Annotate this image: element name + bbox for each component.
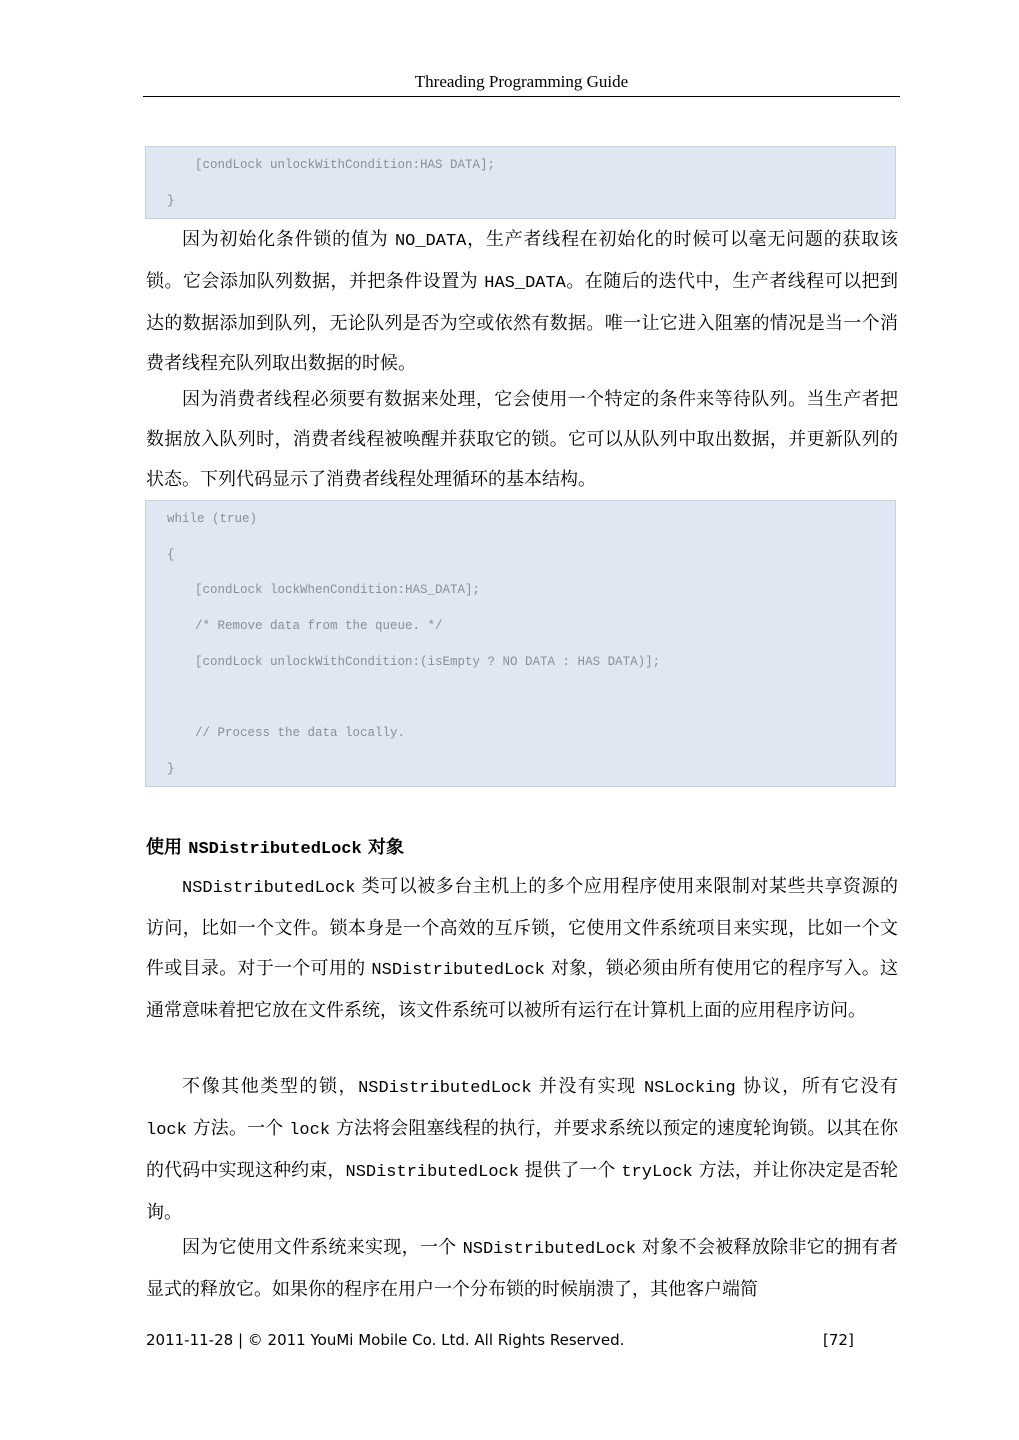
text-span: 不像其他类型的锁，: [182, 1076, 359, 1097]
text-span: ，生产者线程在初始化的时候可以毫无问题的获取该锁。它会添加队列数据，并把条件设置为: [146, 229, 898, 292]
text-span: 因为它使用文件系统来实现，一个: [182, 1237, 463, 1258]
text-span: 方法。一个: [186, 1118, 290, 1139]
text-span: 协议，所有它没有: [735, 1076, 899, 1097]
paragraph-3: [146, 867, 898, 1031]
text-span: 因为初始化条件锁的值为: [182, 229, 395, 250]
text-span: 。在随后的迭代中，生产者线程可以把到达的数据添加到队列，无论队列是否为空或依然有数据。唯一让它进入阻塞的情况是当一个消费者线程充队列取出数据的时候。: [146, 271, 898, 374]
inline-code: NSDistributedLock: [182, 879, 356, 898]
inline-code: tryLock: [621, 1163, 693, 1182]
code-line: // Process the data locally.: [195, 726, 406, 740]
section-heading: [146, 833, 404, 859]
text-span: 方法将会阻塞线程的执行，并要求系统以预定的速度轮询锁。以其在你的代码中实现这种约束，: [146, 1118, 898, 1181]
heading-text: 对象: [361, 837, 404, 858]
code-line: [condLock unlockWithCondition:(isEmpty ? NO DATA : HAS DATA)];: [195, 655, 661, 669]
code-line: while (true): [167, 512, 258, 526]
paragraph-4: [146, 1067, 898, 1233]
text-span: 方法，并让你决定是否轮询。: [146, 1160, 898, 1223]
inline-code: NSDistributedLock: [371, 961, 545, 980]
text-span: 提供了一个: [518, 1160, 622, 1181]
inline-code: lock: [146, 1121, 187, 1140]
text-span: 对象，锁必须由所有使用它的程序写入。这通常意味着把它放在文件系统，该文件系统可以被所有运行在计算机上面的应用程序访问。: [146, 958, 898, 1021]
heading-code: NSDistributedLock: [188, 840, 362, 859]
heading-text: 使用: [146, 837, 189, 858]
text-span: 类可以被多台主机上的多个应用程序使用来限制对某些共享资源的访问，比如一个文件。锁本身是一个高效的互斥锁，它使用文件系统项目来实现，比如一个文件或目录。对于一个可用的: [146, 876, 898, 979]
inline-code: lock: [289, 1121, 331, 1140]
code-line: [condLock lockWhenCondition:HAS_DATA];: [195, 583, 481, 597]
page-header: Threading Programming Guide: [143, 72, 900, 97]
paragraph-2: 因为消费者线程必须要有数据来处理，它会使用一个特定的条件来等待队列。当生产者把数据放入队列时，消费者线程被唤醒并获取它的锁。它可以从队列中取出数据，并更新队列的状态。下列代码显示了消费者线程处理循环的基本结构。: [146, 389, 898, 490]
footer-copyright: 2011-11-28 | © 2011 YouMi Mobile Co. Ltd. All Rights Reserved.: [146, 1331, 625, 1349]
paragraph-5: [146, 1228, 898, 1310]
inline-code: NSDistributedLock: [358, 1079, 532, 1098]
code-line: }: [167, 762, 175, 776]
inline-code: NSDistributedLock: [345, 1163, 519, 1182]
inline-code: NSLocking: [643, 1079, 736, 1098]
code-line: {: [167, 548, 175, 562]
inline-code: HAS_DATA: [484, 274, 566, 293]
code-block-2: [145, 500, 896, 787]
text-span: 并没有实现: [531, 1076, 644, 1097]
inline-code: NO_DATA: [394, 232, 467, 251]
paragraph-1: [146, 220, 898, 384]
code-block-1: [145, 146, 896, 219]
code-line: [condLock unlockWithCondition:HAS DATA];: [195, 158, 496, 172]
page-number: [72]: [823, 1331, 854, 1349]
inline-code: NSDistributedLock: [462, 1240, 637, 1259]
code-line: }: [167, 194, 175, 208]
code-line: /* Remove data from the queue. */: [195, 619, 443, 633]
text-span: 对象不会被释放除非它的拥有者显式的释放它。如果你的程序在用户一个分布锁的时候崩溃了，其他客户端简: [146, 1237, 898, 1300]
